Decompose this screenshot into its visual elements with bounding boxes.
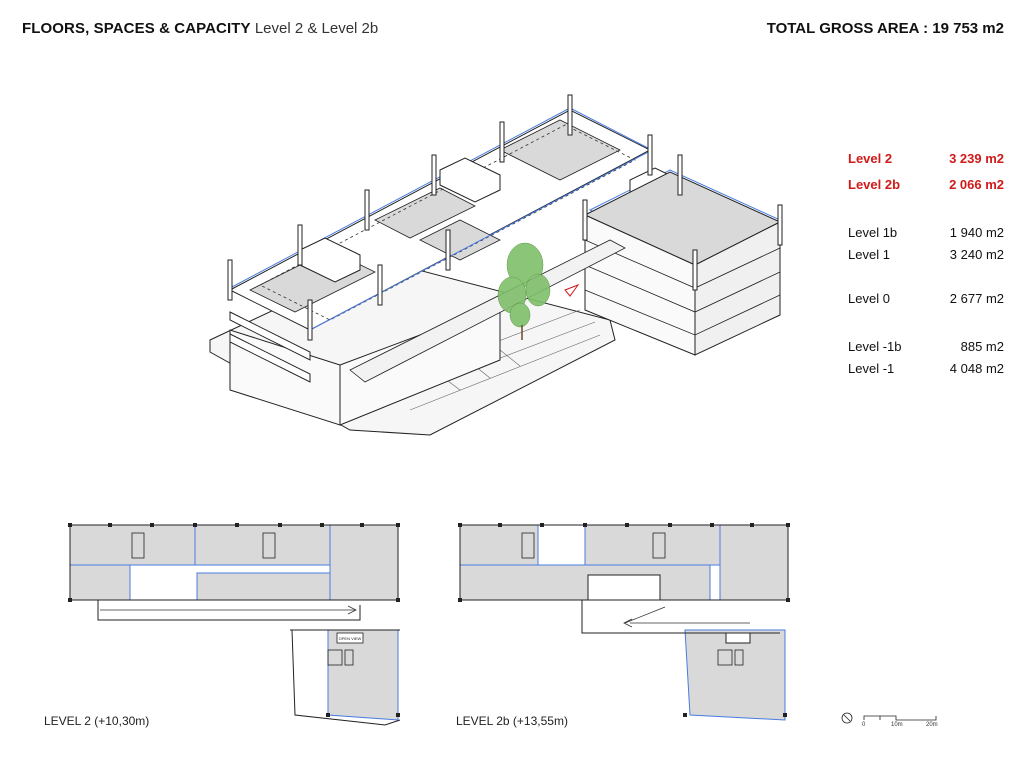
area-level: Level 0 xyxy=(848,291,890,306)
area-row-level-2b xyxy=(848,176,1004,194)
area-value: 2 677 m2 xyxy=(949,291,1004,306)
total-label: TOTAL GROSS AREA : xyxy=(766,20,929,37)
area-level: Level 1 xyxy=(848,247,890,262)
title-main: FLOORS, SPACES & CAPACITY xyxy=(22,20,251,37)
area-value: 885 m2 xyxy=(960,339,1004,354)
scale-bar xyxy=(840,708,950,737)
floor-zones xyxy=(460,525,788,720)
area-value: 1 940 m2 xyxy=(949,225,1004,240)
area-row-level-1b xyxy=(848,224,1004,242)
floor-zones xyxy=(70,525,398,720)
plan-level-2b-label: LEVEL 2b (+13,55m) xyxy=(456,714,568,728)
scale-bar-graphic xyxy=(840,708,950,732)
area-level: Level -1 xyxy=(848,361,895,376)
red-marker-icon xyxy=(565,285,578,296)
room-box xyxy=(726,633,750,643)
area-level: Level 2 xyxy=(848,151,893,166)
area-level: Level 2b xyxy=(848,177,901,192)
area-value: 3 239 m2 xyxy=(949,151,1004,166)
total-gross-area xyxy=(767,20,1004,37)
axonometric-building-drawing xyxy=(200,90,800,450)
page-title xyxy=(22,20,378,37)
area-level: Level -1b xyxy=(848,339,902,354)
north-arrow-icon xyxy=(842,713,852,723)
area-row-level-0 xyxy=(848,290,1004,308)
area-value: 3 240 m2 xyxy=(949,247,1004,262)
area-row-level-minus-1b xyxy=(848,338,1004,356)
scale-line xyxy=(864,716,936,720)
area-level: Level 1b xyxy=(848,225,898,240)
scale-tick-10m: 10m xyxy=(891,722,903,728)
ramp-arrow xyxy=(100,606,356,614)
total-value: 19 753 m2 xyxy=(932,20,1004,37)
plan-level-2-label: LEVEL 2 (+10,30m) xyxy=(44,714,150,728)
area-row-level-2 xyxy=(848,150,1004,168)
plan-level-2 xyxy=(60,515,410,730)
area-value: 2 066 m2 xyxy=(949,177,1004,192)
ramp-arrow xyxy=(624,607,750,627)
room-tag-text: OPEN VIEW xyxy=(338,636,362,641)
scale-tick-0: 0 xyxy=(862,722,866,728)
title-sub: Level 2 & Level 2b xyxy=(254,20,379,37)
area-value: 4 048 m2 xyxy=(949,361,1004,376)
plan-level-2b xyxy=(450,515,800,730)
scale-tick-20m: 20m xyxy=(926,722,938,728)
area-row-level-minus-1 xyxy=(848,360,1004,378)
area-row-level-1 xyxy=(848,246,1004,264)
